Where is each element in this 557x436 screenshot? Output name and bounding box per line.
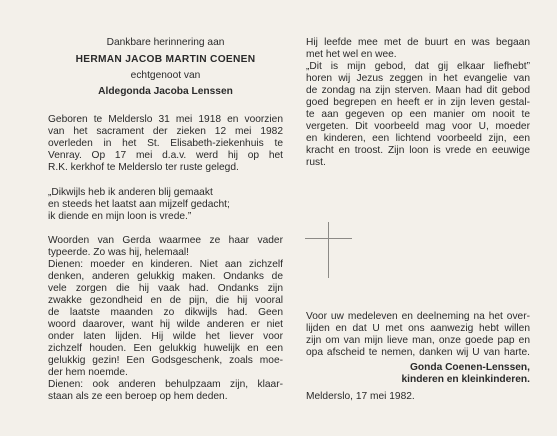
cross-icon	[305, 238, 352, 239]
thanks-line: zijn om van mijn lieve man, onze goede pap en	[306, 335, 530, 346]
cross-icon	[328, 222, 329, 278]
bio-line: Venray. Op 17 mei d.a.v. werd hij op het	[48, 150, 283, 161]
right-line: en kinderen, een lichtend voorbeeld zijn, een	[306, 133, 530, 144]
body-line: der hem noemde.	[48, 367, 128, 378]
spouse-relation: echtgenoot van	[130, 70, 201, 81]
body-line: staan als ze een beroep op hem deden.	[48, 391, 228, 402]
right-line: vergeten. Dit voorbeeld mag voor U, moeder	[306, 121, 530, 132]
body-line: onder laten lijden. Hij wilde het liever voor	[48, 331, 283, 342]
body-line: de laatste maanden zo dikwijls had. Geen	[48, 307, 283, 318]
right-line: met het wel en wee.	[306, 49, 397, 60]
right-line: kracht en troost. Zijn loon is vrede en eeuwige	[306, 145, 530, 156]
body-line: Dienen: moeder en kinderen. Niet aan zichzelf	[48, 259, 283, 270]
body-line: woord daarover, want hij wilde anderen er niet	[48, 319, 283, 330]
signature-line: Gonda Coenen-Lenssen,	[409, 362, 530, 373]
right-line: de zondag na zijn sterven. Maan had dit gebod	[306, 85, 530, 96]
bio-line: van het sacrament der zieken 12 mei 1982	[48, 126, 283, 137]
deceased-name: HERMAN JACOB MARTIN COENEN	[75, 54, 256, 65]
right-line: „Dit is mijn gebod, dat gij elkaar liefhebt”	[306, 61, 530, 72]
right-line: rust.	[306, 157, 326, 168]
right-line: te aan gegeven op een manier om nooit te	[306, 109, 530, 120]
spouse-name: Aldegonda Jacoba Lenssen	[98, 86, 233, 97]
body-line: Woorden van Gerda waarmee ze haar vader	[48, 235, 283, 246]
bio-line: Geboren te Melderslo 31 mei 1918 en voorzien	[48, 114, 283, 125]
quote-line: ik diende en mijn loon is vrede.”	[48, 211, 192, 222]
body-line: typeerde. Zo was hij, helemaal!	[48, 247, 189, 258]
body-line: vele zorgen die hij vaak had. Ondanks zijn	[48, 283, 283, 294]
body-line: zichzelf houden. Een gelukkig huwelijk en een	[48, 343, 283, 354]
signature-line: kinderen en kleinkinderen.	[401, 374, 530, 385]
place-date: Melderslo, 17 mei 1982.	[306, 391, 415, 402]
quote-line: en steeds het laatst aan mijzelf gedacht;	[48, 199, 230, 210]
thanks-line: lijden en dat U met ons aanwezig hebt willen	[306, 323, 530, 334]
right-line: Hij leefde mee met de buurt en was begaan	[306, 37, 530, 48]
right-line: goed begrepen en heeft er in zijn leven gestal-	[306, 97, 530, 108]
bio-line: R.K. kerkhof te Melderslo ter ruste gelegd.	[48, 162, 239, 173]
body-line: zwakke gezondheid en de pijn, die hij vooral	[48, 295, 283, 306]
thanks-line: Voor uw medeleven en deelneming na het over-	[306, 311, 530, 322]
body-line: gelukkig gezin! Een Godsgeschenk, zoals moe-	[48, 355, 283, 366]
body-line: denken, anderen gelukkig maken. Ondanks de	[48, 271, 283, 282]
quote-line: „Dikwijls heb ik anderen blij gemaakt	[48, 187, 213, 198]
bio-line: overleden in het St. Elisabeth-ziekenhuis te	[48, 138, 283, 149]
right-line: horen wij Jezus zeggen in het evangelie van	[306, 73, 530, 84]
body-line: Dienen: ook anderen behulpzaam zijn, klaar-	[48, 379, 283, 390]
dedication-line: Dankbare herinnering aan	[106, 37, 225, 48]
thanks-line: opa afscheid te nemen, danken wij U van harte.	[306, 347, 530, 358]
